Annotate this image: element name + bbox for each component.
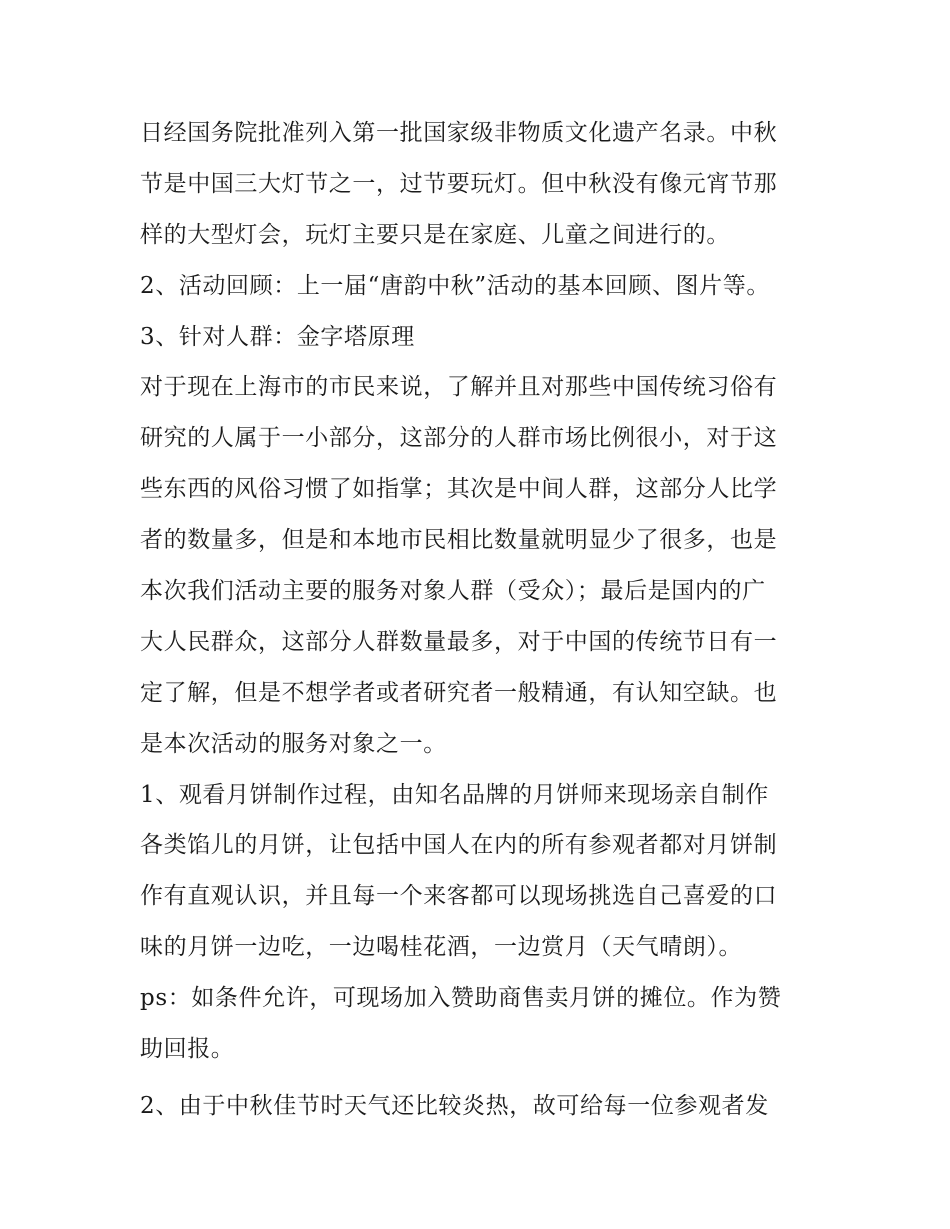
text-line: 样的大型灯会，玩灯主要只是在家庭、儿童之间进行的。 — [140, 221, 730, 248]
text-line: 本次我们活动主要的服务对象人群（受众）；最后是国内的广 — [140, 578, 766, 605]
text-line: 定了解，但是不想学者或者研究者一般精通，有认知空缺。也 — [140, 679, 778, 706]
document-body — [140, 108, 820, 1132]
text-line: 2、由于中秋佳节时天气还比较炎热，故可给每一位参观者发 — [140, 1092, 769, 1119]
text-line: 2、活动回顾：上一届“唐韵中秋”活动的基本回顾、图片等。 — [140, 272, 770, 299]
text-line: 对于现在上海市的市民来说，了解并且对那些中国传统习俗有 — [140, 374, 778, 401]
text-line: 助回报。 — [140, 1036, 235, 1063]
text-line: 各类馅儿的月饼，让包括中国人在内的所有参观者都对月饼制 — [140, 832, 778, 859]
text-line: 些东西的风俗习惯了如指掌；其次是中间人群，这部分人比学 — [140, 476, 778, 503]
text-line: 节是中国三大灯节之一，过节要玩灯。但中秋没有像元宵节那 — [140, 170, 778, 197]
text-line: 者的数量多，但是和本地市民相比数量就明显少了很多，也是 — [140, 527, 778, 554]
text-line: 研究的人属于一小部分，这部分的人群市场比例很小，对于这 — [140, 425, 778, 452]
text-line: 是本次活动的服务对象之一。 — [140, 730, 447, 757]
text-line: 3、针对人群：金字塔原理 — [140, 323, 415, 350]
text-line: ps：如条件允许，可现场加入赞助商售卖月饼的摊位。作为赞 — [140, 985, 782, 1012]
text-line: 大人民群众，这部分人群数量最多，对于中国的传统节日有一 — [140, 628, 778, 655]
text-line: 日经国务院批准列入第一批国家级非物质文化遗产名录。中秋 — [140, 120, 778, 146]
text-line: 作有直观认识，并且每一个来客都可以现场挑选自己喜爱的口 — [140, 883, 778, 910]
text-line: 味的月饼一边吃，一边喝桂花酒，一边赏月（天气晴朗）。 — [140, 934, 743, 961]
text-line: 1、观看月饼制作过程，由知名品牌的月饼师来现场亲自制作 — [140, 781, 769, 808]
